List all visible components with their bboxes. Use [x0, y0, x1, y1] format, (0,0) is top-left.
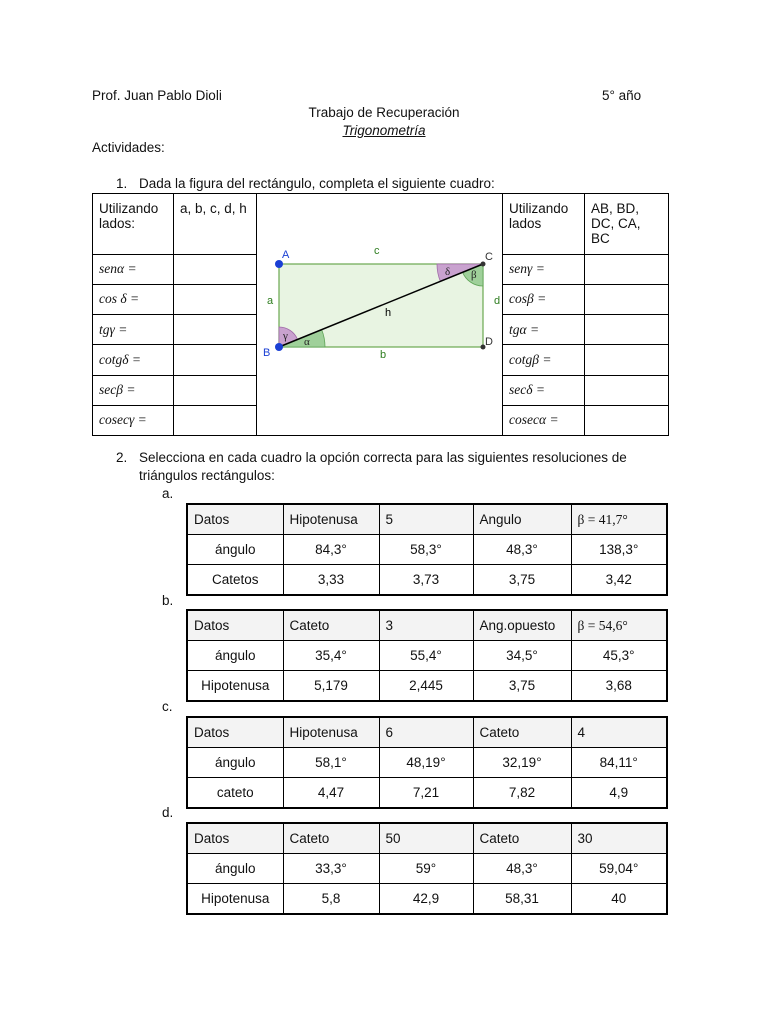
teacher-name: Prof. Juan Pablo Dioli: [92, 88, 222, 103]
option-cell[interactable]: 40: [571, 884, 667, 915]
left-ratio-label: cosecγ =: [93, 405, 174, 435]
section-c-table: [186, 716, 668, 809]
right-header-segments: AB, BD, DC, CA, BC: [585, 194, 669, 255]
right-ratio-label: cosecα =: [503, 405, 585, 435]
right-header-sides: Utilizando lados: [503, 194, 585, 255]
row-label: ángulo: [187, 854, 283, 884]
header-cell: 50: [379, 823, 473, 854]
option-cell[interactable]: 84,3°: [283, 535, 379, 565]
option-cell[interactable]: 3,68: [571, 671, 667, 702]
row-label: ángulo: [187, 641, 283, 671]
section-b-table: [186, 609, 668, 702]
vertex-d-label: D: [485, 336, 493, 348]
option-cell[interactable]: 58,31: [473, 884, 571, 915]
q1-text: Dada la figura del rectángulo, completa el siguiente cuadro:: [139, 176, 495, 191]
right-ratio-label: secδ =: [503, 375, 585, 405]
right-answer-cell[interactable]: [585, 284, 669, 314]
option-cell[interactable]: 3,75: [473, 671, 571, 702]
side-d-label: d: [494, 295, 501, 307]
header-cell: Ang.opuesto: [473, 610, 571, 641]
option-cell[interactable]: 2,445: [379, 671, 473, 702]
option-cell[interactable]: 3,75: [473, 565, 571, 596]
left-header-sides: Utilizando lados:: [93, 194, 174, 255]
section-a-letter: a.: [162, 486, 174, 501]
left-answer-cell[interactable]: [174, 345, 257, 375]
option-cell[interactable]: 4,47: [283, 778, 379, 809]
left-answer-cell[interactable]: [174, 315, 257, 345]
option-cell[interactable]: 48,3°: [473, 854, 571, 884]
header-cell: 30: [571, 823, 667, 854]
row-label: Catetos: [187, 565, 283, 596]
option-cell[interactable]: 55,4°: [379, 641, 473, 671]
header-cell: Hipotenusa: [283, 717, 379, 748]
left-ratio-label: senα =: [93, 254, 174, 284]
right-answer-cell[interactable]: [585, 375, 669, 405]
left-ratio-label: cotgδ =: [93, 345, 174, 375]
right-ratio-label: senγ =: [503, 254, 585, 284]
option-cell[interactable]: 33,3°: [283, 854, 379, 884]
beta-label: β: [471, 269, 477, 281]
header-cell: Cateto: [473, 717, 571, 748]
header-cell: 5: [379, 504, 473, 535]
row-label: Hipotenusa: [187, 671, 283, 702]
header-cell: Cateto: [473, 823, 571, 854]
document-title: Trabajo de Recuperación: [308, 105, 460, 120]
option-cell[interactable]: 59°: [379, 854, 473, 884]
option-cell[interactable]: 45,3°: [571, 641, 667, 671]
option-cell[interactable]: 48,3°: [473, 535, 571, 565]
header-cell: Hipotenusa: [283, 504, 379, 535]
option-cell[interactable]: 7,82: [473, 778, 571, 809]
option-cell[interactable]: 84,11°: [571, 748, 667, 778]
left-answer-cell[interactable]: [174, 405, 257, 435]
delta-label: δ: [445, 266, 451, 278]
activities-heading: Actividades:: [92, 140, 165, 155]
right-ratio-label: tgα =: [503, 315, 585, 345]
option-cell[interactable]: 32,19°: [473, 748, 571, 778]
left-answer-cell[interactable]: [174, 254, 257, 284]
option-cell[interactable]: 35,4°: [283, 641, 379, 671]
section-b-letter: b.: [162, 593, 174, 608]
option-cell[interactable]: 58,1°: [283, 748, 379, 778]
vertex-a-point: [275, 260, 283, 268]
right-answer-cell[interactable]: [585, 405, 669, 435]
row-label: ángulo: [187, 748, 283, 778]
header-cell: 6: [379, 717, 473, 748]
option-cell[interactable]: 58,3°: [379, 535, 473, 565]
vertex-b-point: [275, 343, 283, 351]
q2-number: 2.: [116, 450, 128, 465]
grade-label: 5° año: [602, 88, 642, 103]
left-ratio-label: tgγ =: [93, 315, 174, 345]
option-cell[interactable]: 7,21: [379, 778, 473, 809]
vertex-a-label: A: [282, 249, 290, 261]
rectangle-figure-cell: [257, 194, 503, 436]
q2-text-line1: Selecciona en cada cuadro la opción correcta para las siguientes resoluciones de: [139, 450, 627, 465]
option-cell[interactable]: 5,179: [283, 671, 379, 702]
right-ratio-label: cosβ =: [503, 284, 585, 314]
vertex-c-label: C: [485, 251, 493, 263]
option-cell[interactable]: 3,33: [283, 565, 379, 596]
document-subtitle: Trigonometría: [342, 123, 426, 138]
row-label: Hipotenusa: [187, 884, 283, 915]
left-header-letters: a, b, c, d, h: [174, 194, 257, 255]
header-cell: β = 54,6°: [571, 610, 667, 641]
section-d-letter: d.: [162, 805, 174, 820]
option-cell[interactable]: 138,3°: [571, 535, 667, 565]
header-cell: Datos: [187, 717, 283, 748]
q2-text-line2: triángulos rectángulos:: [139, 468, 275, 483]
header-cell: 4: [571, 717, 667, 748]
option-cell[interactable]: 48,19°: [379, 748, 473, 778]
left-ratio-label: cos δ =: [93, 284, 174, 314]
option-cell[interactable]: 3,42: [571, 565, 667, 596]
left-ratio-label: secβ =: [93, 375, 174, 405]
vertex-b-label: B: [263, 347, 271, 359]
header-cell: Angulo: [473, 504, 571, 535]
option-cell[interactable]: 4,9: [571, 778, 667, 809]
header-cell: Datos: [187, 504, 283, 535]
header-cell: Datos: [187, 610, 283, 641]
header-cell: Cateto: [283, 610, 379, 641]
left-answer-cell[interactable]: [174, 375, 257, 405]
side-b-label: b: [380, 349, 387, 361]
right-answer-cell[interactable]: [585, 254, 669, 284]
diagonal-h-label: h: [385, 307, 392, 319]
section-a-table: [186, 503, 668, 596]
option-cell[interactable]: 3,73: [379, 565, 473, 596]
left-answer-cell[interactable]: [174, 284, 257, 314]
option-cell[interactable]: 59,04°: [571, 854, 667, 884]
q1-table: [92, 193, 669, 436]
alpha-label: α: [304, 336, 310, 348]
header-cell: Datos: [187, 823, 283, 854]
section-c-letter: c.: [162, 699, 173, 714]
section-d-table: [186, 822, 668, 915]
option-cell[interactable]: 42,9: [379, 884, 473, 915]
row-label: ángulo: [187, 535, 283, 565]
right-ratio-label: cotgβ =: [503, 345, 585, 375]
option-cell[interactable]: 34,5°: [473, 641, 571, 671]
header-cell: Cateto: [283, 823, 379, 854]
right-answer-cell[interactable]: [585, 315, 669, 345]
side-c-label: c: [374, 245, 380, 257]
q1-number: 1.: [116, 176, 128, 191]
right-answer-cell[interactable]: [585, 345, 669, 375]
row-label: cateto: [187, 778, 283, 809]
option-cell[interactable]: 5,8: [283, 884, 379, 915]
side-a-label: a: [267, 295, 274, 307]
gamma-label: γ: [283, 330, 288, 342]
header-cell: β = 41,7°: [571, 504, 667, 535]
header-cell: 3: [379, 610, 473, 641]
rectangle-figure: [257, 194, 503, 432]
